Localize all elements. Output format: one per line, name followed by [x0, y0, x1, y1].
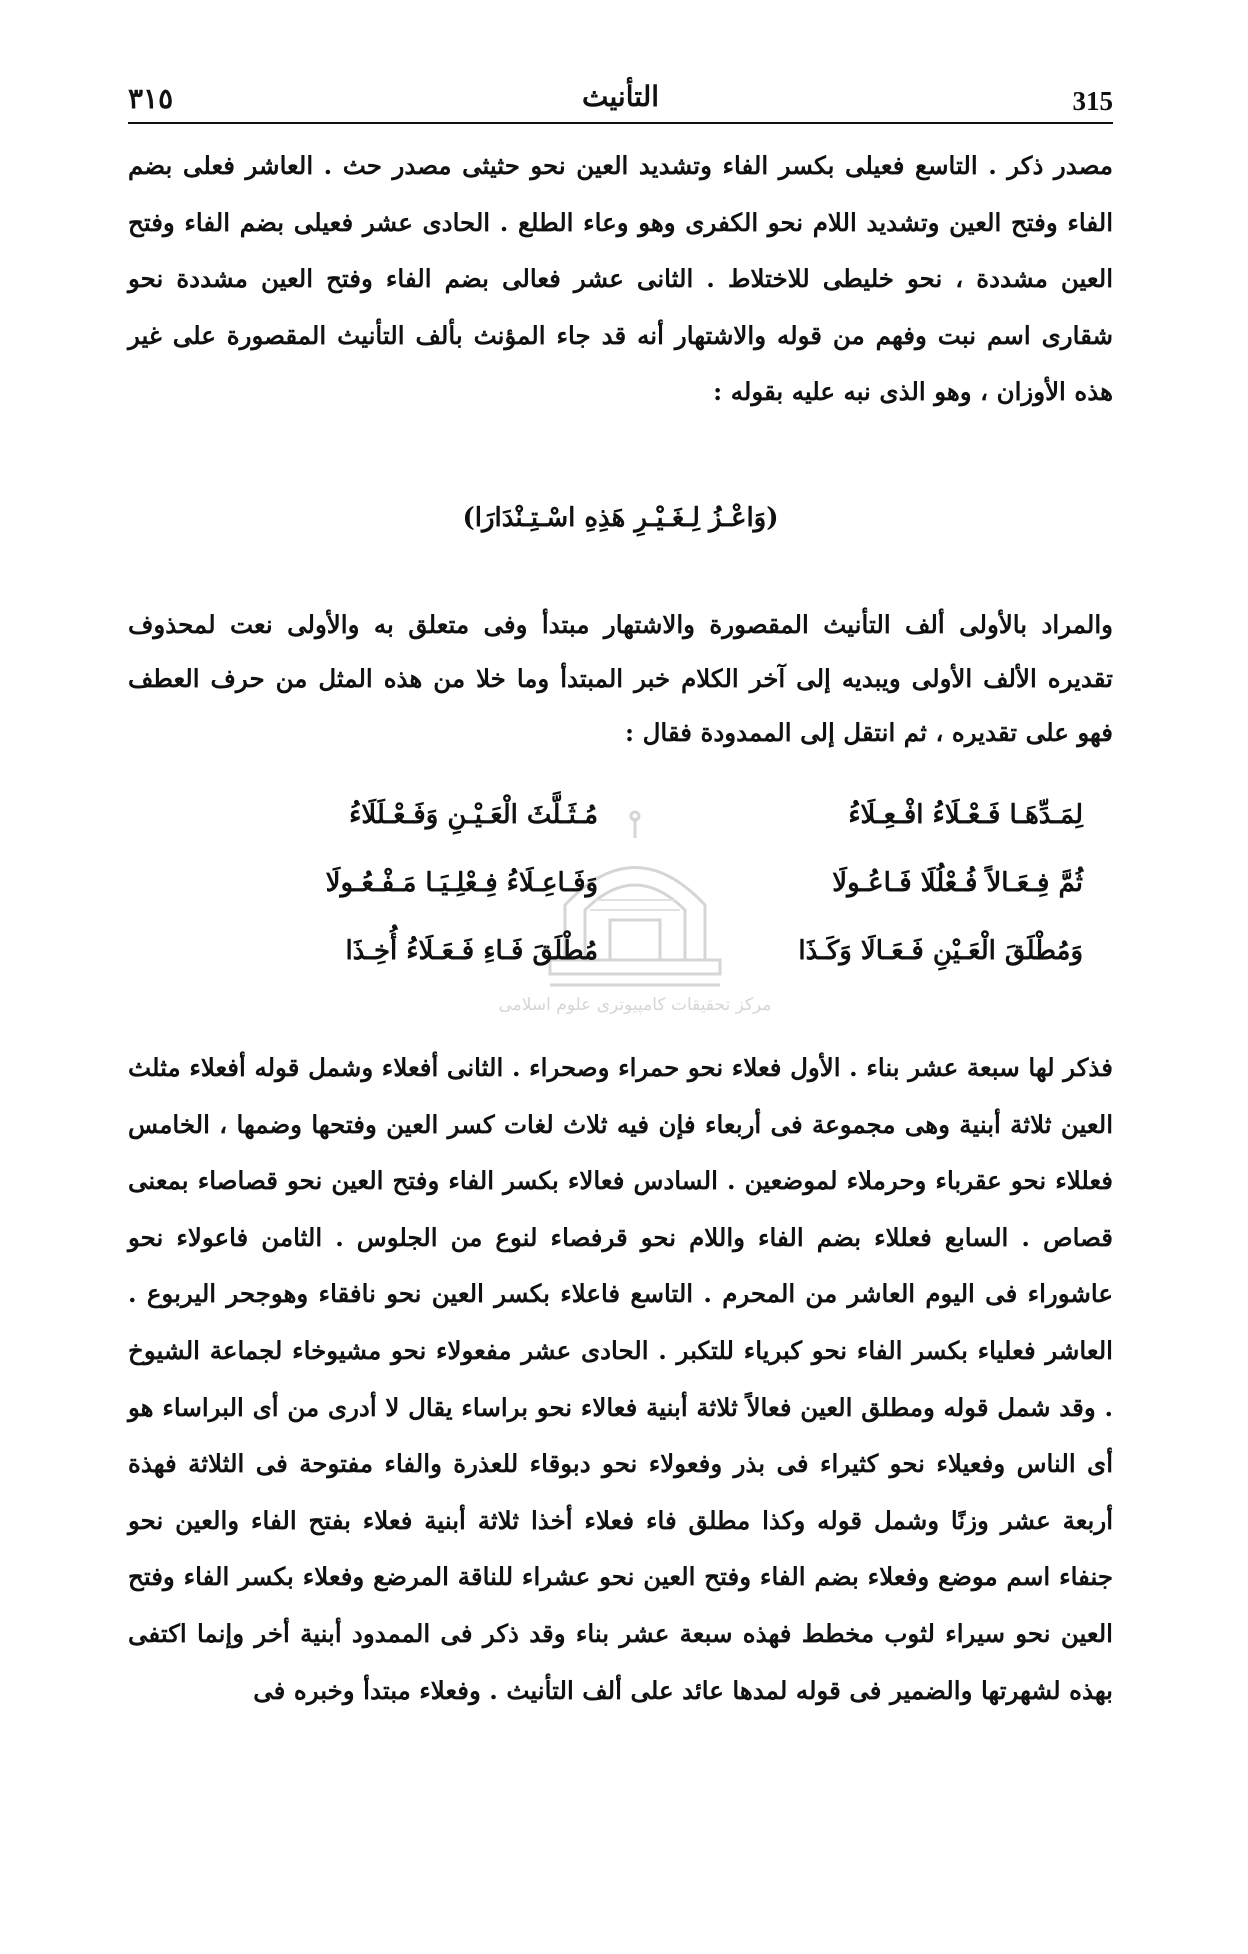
- paragraph-2: والمراد بالأولى ألف التأنيث المقصورة والاشتهار مبتدأ وفى متعلق به والأولى نعت لمحذوف تقديره الألف الأولى ويبديه إلى آخر الكلام خبر المبتدأ وما خلا من هذه المثل من حرف العطف فهو على تقديره ، ثم انتقل إلى الممدودة فقال :: [128, 610, 1113, 747]
- verse-1-first-hemistich: لِمَـدِّهَـا فَـعْـلَاءُ افْـعِـلَاءُ: [848, 800, 1083, 830]
- verse-row-1: [185, 800, 1083, 868]
- running-title: التأنيث: [581, 80, 660, 113]
- verse-2-first-hemistich: ثُمَّ فِـعَـالاً فُـعْلُلَا فَـاعُـولَا: [832, 868, 1083, 898]
- page-header: [128, 72, 1113, 124]
- verse-row-2: [185, 868, 1083, 936]
- verse-2-second-hemistich: وَفَـاعِـلَاءُ فِـعْلِـيَـا مَـفْـعُـولَا: [325, 868, 599, 898]
- verse-line: (وَاعْـزُ لِـغَـيْـرِ هَذِهِ اسْـتِـنْدَارَا): [462, 503, 779, 533]
- paragraph-3: فذكر لها سبعة عشر بناء . الأول فعلاء نحو حمراء وصحراء . الثانى أفعلاء وشمل قوله أفعلاء مثلث العين ثلاثة أبنية وهى مجموعة فى أربعاء فإن فيه ثلاث لغات كسر العين وفتحها وضمها ، الخامس فعللاء نحو عقرباء وحرملاء لموضعين . السادس فعالاء بكسر الفاء وفتح العين نحو قصاصاء بمعنى قصاص . السابع فعللاء بضم الفاء واللام نحو قرفصاء لنوع من الجلوس . الثامن فاعولاء نحو عاشوراء فى اليوم العاشر من المحرم . التاسع فاعلاء بكسر العين نحو نافقاء وهوجحر اليربوع . العاشر فعلياء بكسر الفاء نحو كبرياء للتكبر . الحادى عشر مفعولاء نحو مشيوخاء لجماعة الشيوخ . وقد شمل قوله ومطلق العين فعالاً ثلاثة أبنية فعالاء نحو براساء يقال لا أدرى من أى البراساء هو أى الناس وفعيلاء نحو كثيراء فى بذر وفعولاء نحو دبوقاء للعذرة والفاء مفتوحة فى الثلاثة فهذة أربعة عشر وزنًا وشمل قوله وكذا مطلق فاء فعلاء أخذا ثلاثة أبنية فعلاء بفتح الفاء والعين نحو جنفاء اسم موضع وفعلاء بضم الفاء وفتح العين نحو عشراء للناقة المرضع وفعلاء بكسر الفاء وفتح العين نحو سيراء لثوب مخطط فهذه سبعة عشر بناء وقد ذكر فى الممدود أبنية أخر وإنما اكتفى بهذه لشهرتها والضمير فى قوله لمدها عائد على ألف التأنيث . وفعلاء مبتدأ وخبره فى: [128, 1053, 1113, 1705]
- watermark-text: مركز تحقيقات كامپيوترى علوم اسلامى: [498, 995, 772, 1015]
- paragraph-1: مصدر ذكر . التاسع فعيلى بكسر الفاء وتشديد العين نحو حثيثى مصدر حث . العاشر فعلى بضم الفاء وفتح العين وتشديد اللام نحو الكفرى وهو وعاء الطلع . الحادى عشر فعيلى بضم الفاء وفتح العين مشددة ، نحو خليطى للاختلاط . الثانى عشر فعالى بضم الفاء وفتح العين مشددة نحو شقارى اسم نبت وفهم من قوله والاشتهار أنه قد جاء المؤنث بألف التأنيث المقصورة على غير هذه الأوزان ، وهو الذى نبه عليه بقوله :: [128, 151, 1113, 407]
- page-number-arabic: ٣١٥: [128, 82, 174, 115]
- verse-3-second-hemistich: مُطْلَقَ فَـاءِ فَـعَـلَاءُ أُخِـذَا: [345, 936, 599, 966]
- verse-1-second-hemistich: مُـثَـلَّثَ الْعَـيْـنِ وَفَـعْـلَلَاءُ: [349, 800, 599, 830]
- verse-row-3: [185, 936, 1083, 1004]
- verse-3-first-hemistich: وَمُطْلَقَ الْعَـيْنِ فَـعَـالَا وَكَـذَا: [798, 936, 1083, 966]
- poetry-verses: [185, 800, 1083, 1004]
- page-number-latin: 315: [1072, 86, 1113, 116]
- header-rule: [128, 122, 1113, 124]
